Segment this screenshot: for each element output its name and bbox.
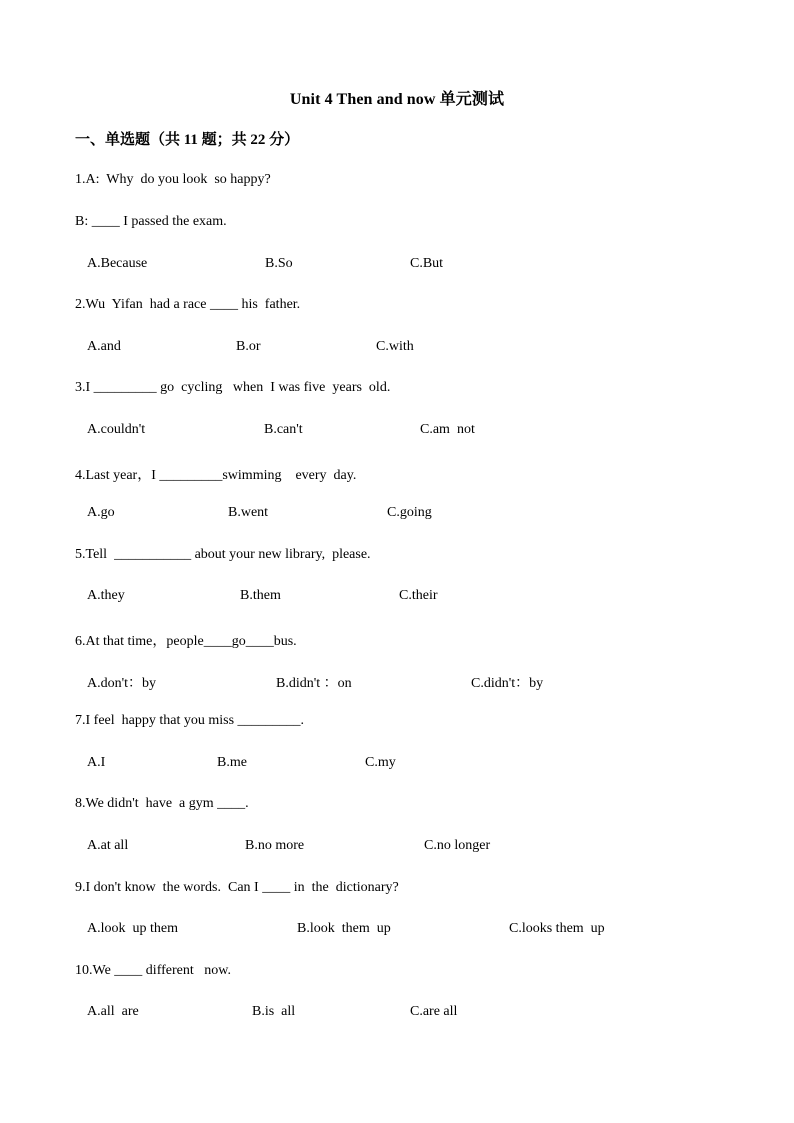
question-1-text: 1.A: Why do you look so happy? bbox=[75, 172, 271, 187]
question-5-option-c: C.their bbox=[399, 588, 438, 603]
question-7-text: 7.I feel happy that you miss _________. bbox=[75, 713, 305, 728]
question-5-option-b: B.them bbox=[240, 588, 281, 603]
question-9-option-c: C.looks them up bbox=[509, 921, 605, 936]
question-8-option-c: C.no longer bbox=[424, 838, 491, 853]
section-heading: 一、单选题（共 11 题；共 22 分） bbox=[75, 132, 300, 148]
question-7-option-c: C.my bbox=[365, 755, 396, 770]
question-6-option-c: C.didn't：by bbox=[471, 676, 544, 691]
question-8-option-b: B.no more bbox=[245, 838, 305, 853]
question-1-option-b: B.So bbox=[265, 256, 293, 271]
question-4-text: 4.Last year，I _________swimming every day. bbox=[75, 468, 357, 483]
question-7-option-a: A.I bbox=[87, 755, 106, 770]
question-4-option-c: C.going bbox=[387, 505, 432, 520]
question-3-option-c: C.am not bbox=[420, 422, 475, 437]
question-10-option-c: C.are all bbox=[410, 1004, 458, 1019]
question-6-option-b: B.didn't ：on bbox=[276, 676, 352, 691]
question-9-text: 9.I don't know the words. Can I ____ in the dictionary? bbox=[75, 880, 399, 895]
question-3-option-a: A.couldn't bbox=[87, 422, 146, 437]
question-1-option-c: C.But bbox=[410, 256, 444, 271]
question-5-text: 5.Tell ___________ about your new library, please. bbox=[75, 547, 371, 562]
question-10-option-a: A.all are bbox=[87, 1004, 139, 1019]
question-2-option-c: C.with bbox=[376, 339, 414, 354]
question-3-text: 3.I _________ go cycling when I was five years old. bbox=[75, 380, 391, 395]
question-8-text: 8.We didn't have a gym ____. bbox=[75, 796, 249, 811]
question-9-option-a: A.look up them bbox=[87, 921, 178, 936]
document-title: Unit 4 Then and now 单元测试 bbox=[289, 91, 505, 108]
question-6-text: 6.At that time，people____go____bus. bbox=[75, 634, 297, 649]
question-4-option-b: B.went bbox=[228, 505, 269, 520]
question-2-option-b: B.or bbox=[236, 339, 261, 354]
question-10-option-b: B.is all bbox=[252, 1004, 296, 1019]
question-1-option-a: A.Because bbox=[87, 256, 148, 271]
question-2-text: 2.Wu Yifan had a race ____ his father. bbox=[75, 297, 301, 312]
question-2-option-a: A.and bbox=[87, 339, 121, 354]
question-6-option-a: A.don't：by bbox=[87, 676, 157, 691]
question-5-option-a: A.they bbox=[87, 588, 125, 603]
question-3-option-b: B.can't bbox=[264, 422, 303, 437]
question-1-text-line-2: B: ____ I passed the exam. bbox=[75, 214, 227, 229]
question-8-option-a: A.at all bbox=[87, 838, 129, 853]
question-4-option-a: A.go bbox=[87, 505, 115, 520]
question-7-option-b: B.me bbox=[217, 755, 247, 770]
question-9-option-b: B.look them up bbox=[297, 921, 391, 936]
question-10-text: 10.We ____ different now. bbox=[75, 963, 231, 978]
